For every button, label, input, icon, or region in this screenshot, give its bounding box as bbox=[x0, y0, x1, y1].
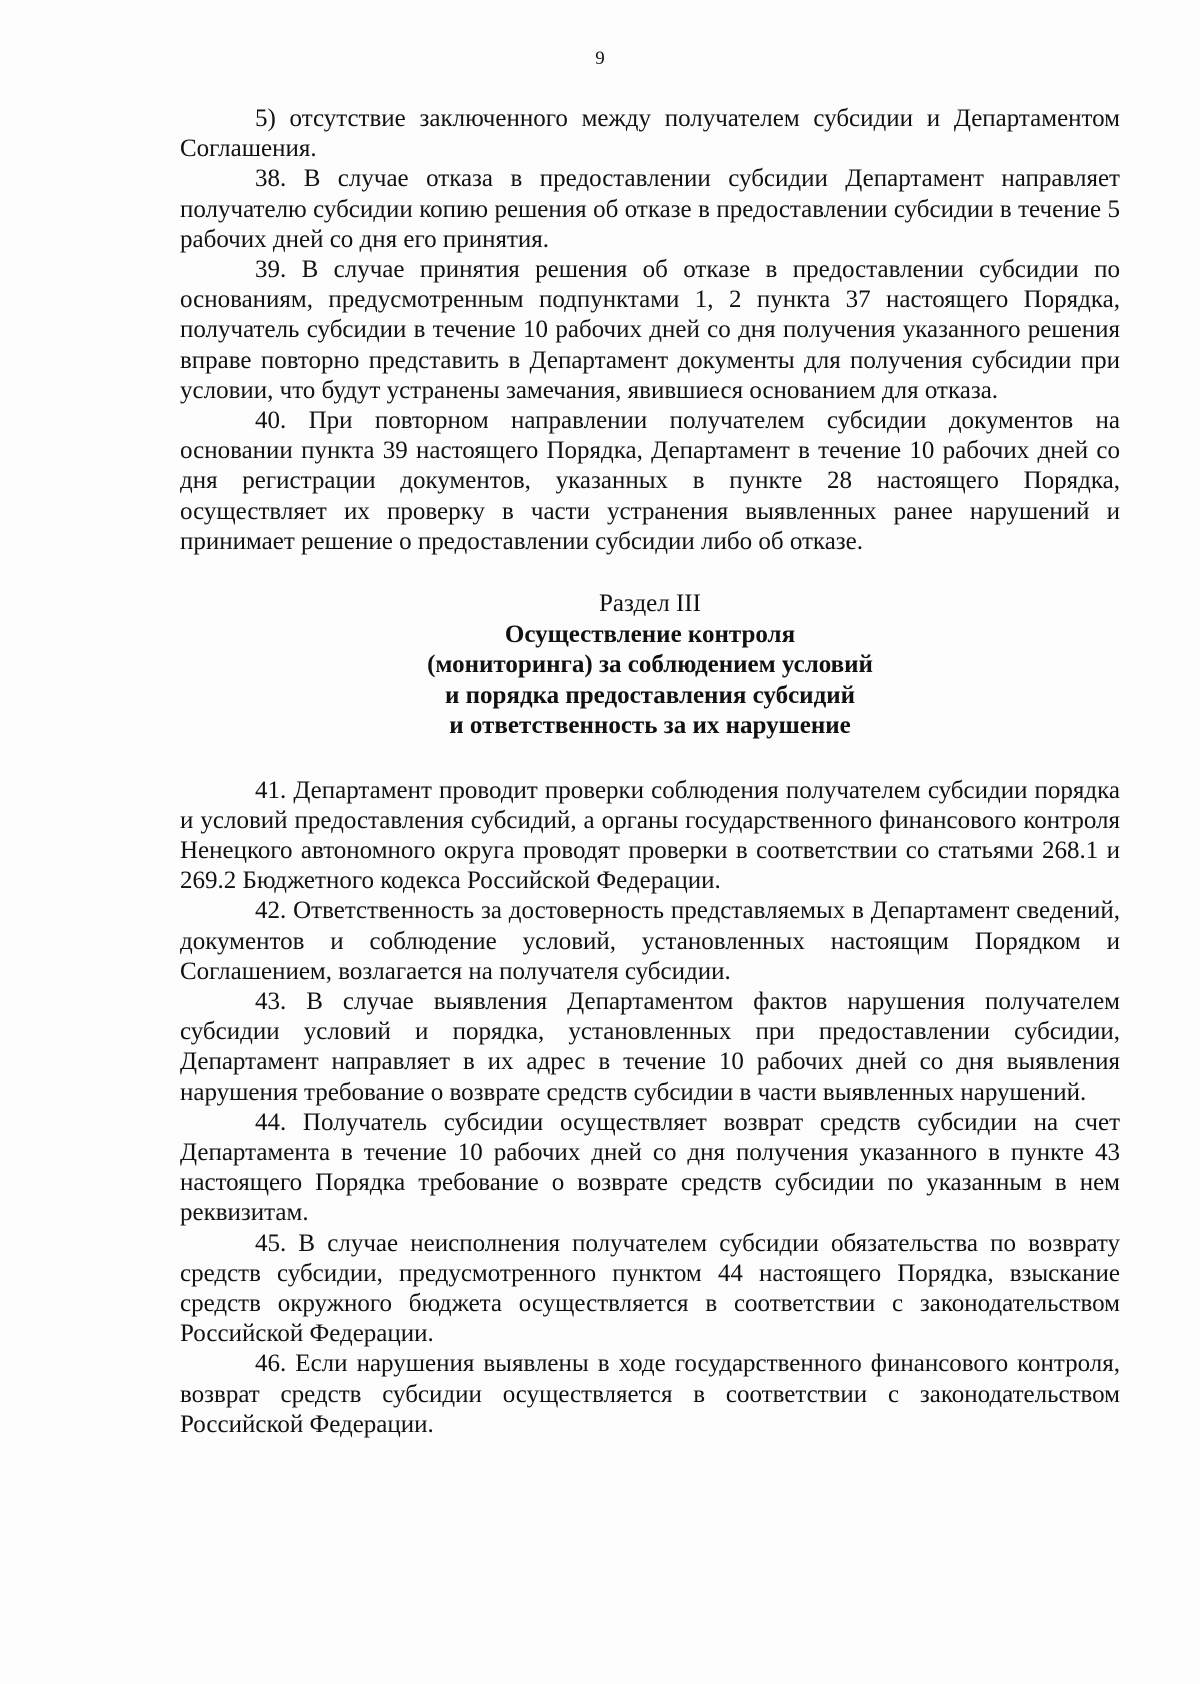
paragraph-38: 38. В случае отказа в предоставлении субсидии Департамент направляет получателю субсидии копию решения об отказе в предоставлении субсидии в течение 5 рабочих дней со дня его принятия. bbox=[180, 165, 1120, 253]
paragraph-43: 43. В случае выявления Департаментом фактов нарушения получателем субсидии условий и порядка, установленных при предоставлении субсидии, Департамент направляет в их адрес в течение 10 рабочих дней со дня выявления нарушения требование о возврате средств субсидии в части выявленных нарушений. bbox=[180, 987, 1120, 1106]
page-number: 9 bbox=[595, 48, 605, 69]
section-title-line: и ответственность за их нарушение bbox=[449, 712, 851, 740]
section-heading bbox=[180, 589, 1120, 742]
paragraph-42: 42. Ответственность за достоверность представляемых в Департамент сведений, документов и соблюдение условий, установленных настоящим Порядком и Соглашением, возлагается на получателя субсидии. bbox=[180, 897, 1120, 985]
paragraph-45: 45. В случае неисполнения получателем субсидии обязательства по возврату средств субсидии, предусмотренного пунктом 44 настоящего Порядка, взыскание средств окружного бюджета осуществляется в соответствии с законодательством Российской Федерации. bbox=[180, 1229, 1120, 1348]
section-title-line: и порядка предоставления субсидий bbox=[444, 681, 856, 709]
section-title-line: (мониторинга) за соблюдением условий bbox=[427, 651, 873, 679]
document-body bbox=[180, 104, 1120, 1440]
section-label: Раздел III bbox=[599, 590, 701, 618]
paragraph-39: 39. В случае принятия решения об отказе в предоставлении субсидии по основаниям, предусмотренным подпунктами 1, 2 пункта 37 настоящего Порядка, получатель субсидии в течение 10 рабочих дней со дня получения указанного решения вправе повторно представить в Департамент документы для получения субсидии при условии, что будут устранены замечания, явившиеся основанием для отказа. bbox=[180, 256, 1120, 404]
paragraph-44: 44. Получатель субсидии осуществляет возврат средств субсидии на счет Департамента в течение 10 рабочих дней со дня получения указанного в пункте 43 настоящего Порядка требование о возврате средств субсидии по указанным в нем реквизитам. bbox=[180, 1108, 1120, 1227]
section-title-line: Осуществление контроля bbox=[504, 620, 796, 648]
paragraph-item-5: 5) отсутствие заключенного между получателем субсидии и Департаментом Соглашения. bbox=[180, 105, 1120, 163]
paragraph-40: 40. При повторном направлении получателем субсидии документов на основании пункта 39 настоящего Порядка, Департамент в течение 10 рабочих дней со дня регистрации документов, указанных в пункте 28 настоящего Порядка, осуществляет их проверку в части устранения выявленных ранее нарушений и принимает решение о предоставлении субсидии либо об отказе. bbox=[180, 407, 1120, 555]
paragraph-41: 41. Департамент проводит проверки соблюдения получателем субсидии порядка и условий предоставления субсидий, а органы государственного финансового контроля Ненецкого автономного округа проводят проверки в соответствии со статьями 268.1 и 269.2 Бюджетного кодекса Российской Федерации. bbox=[180, 776, 1120, 895]
paragraph-46: 46. Если нарушения выявлены в ходе государственного финансового контроля, возврат средств субсидии осуществляется в соответствии с законодательством Российской Федерации. bbox=[180, 1350, 1120, 1438]
